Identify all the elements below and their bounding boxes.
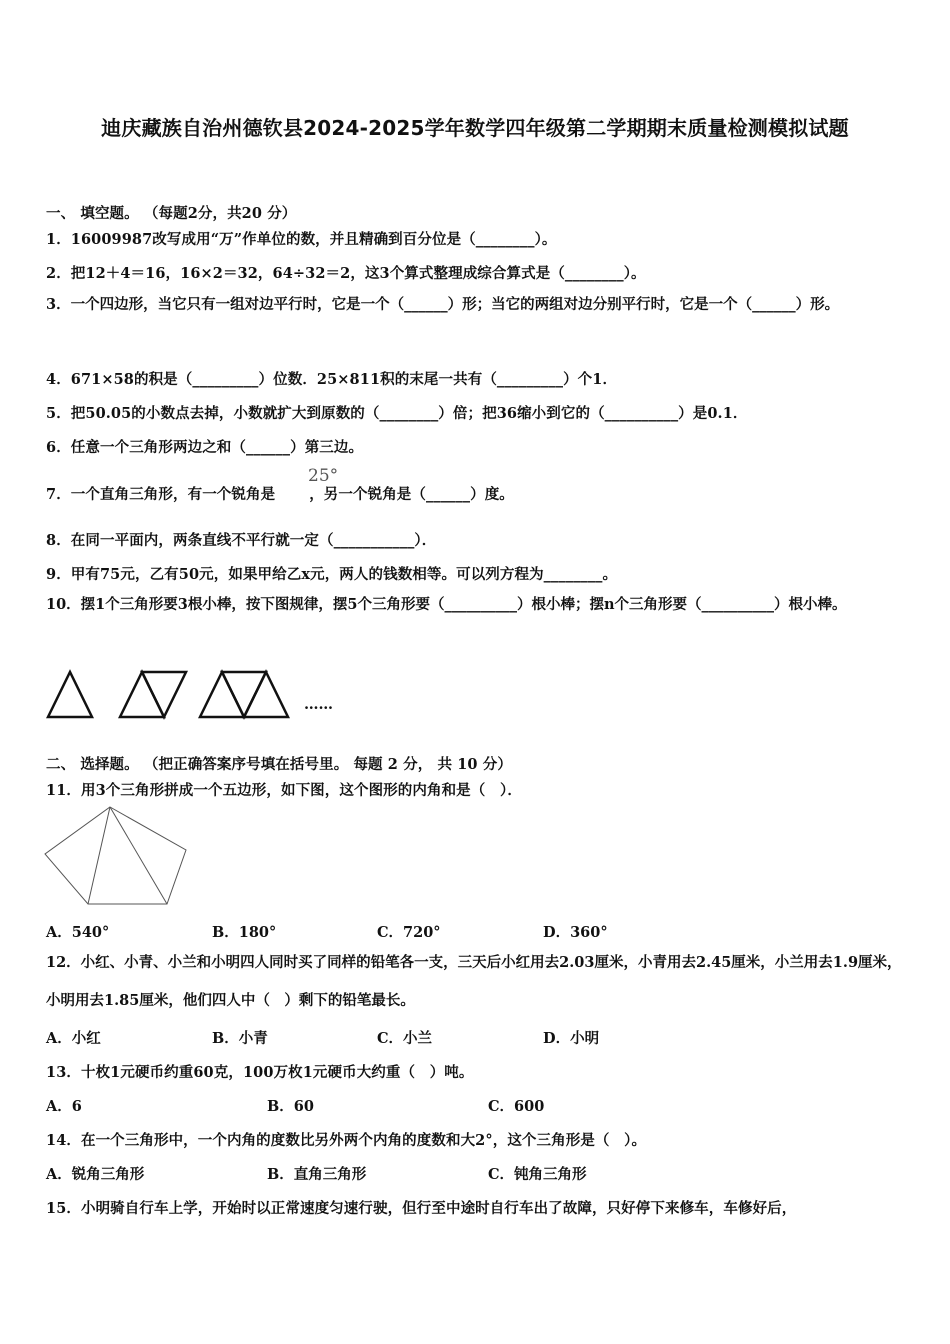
page-title: 迪庆藏族自治州德钦县2024-2025学年数学四年级第二学期期末质量检测模拟试题 — [101, 116, 849, 140]
question-2: 2．把12＋4＝16，16×2＝32，64÷32＝2，这3个算式整理成综合算式是（________）。 — [46, 265, 646, 282]
question-3: 3．一个四边形，当它只有一组对边平行时，它是一个（______）形；当它的两组对边分别平行时，它是一个（______）形。 — [46, 296, 840, 313]
triangle-pattern-figure — [40, 664, 310, 724]
pattern-ellipsis: …… — [304, 696, 333, 713]
q11-option-d[interactable]: D．360° — [543, 924, 608, 941]
q13-option-a[interactable]: A．6 — [46, 1098, 82, 1115]
pentagon-diagonal-2 — [110, 807, 167, 904]
q11-option-a[interactable]: A．540° — [46, 924, 110, 941]
triangle-2a — [120, 672, 164, 717]
angle-25-label: 25° — [308, 466, 339, 486]
question-5: 5．把50.05的小数点去掉，小数就扩大到原数的（________）倍；把36缩小到它的（__________）是0.1． — [46, 405, 748, 422]
question-7-text-before: 7．一个直角三角形，有一个锐角是 — [46, 486, 276, 503]
triangle-2b — [142, 672, 186, 717]
question-14: 14．在一个三角形中，一个内角的度数比另外两个内角的度数和大2°，这个三角形是（ ）。 — [46, 1132, 647, 1149]
triangle-3c — [244, 672, 288, 717]
pentagon-outline — [45, 807, 186, 904]
question-1: 1．16009987改写成用“万”作单位的数，并且精确到百分位是（________）。 — [46, 231, 557, 248]
q13-option-c[interactable]: C．600 — [488, 1098, 545, 1115]
q13-option-b[interactable]: B．60 — [267, 1098, 314, 1115]
question-11: 11．用3个三角形拼成一个五边形，如下图，这个图形的内角和是（ ）． — [46, 782, 522, 799]
q12-option-a[interactable]: A．小红 — [46, 1030, 101, 1047]
question-8: 8．在同一平面内，两条直线不平行就一定（___________）． — [46, 532, 437, 549]
question-15: 15．小明骑自行车上学，开始时以正常速度匀速行驶，但行至中途时自行车出了故障，只好停下来修车，车修好后， — [46, 1200, 797, 1217]
q11-option-b[interactable]: B．180° — [212, 924, 277, 941]
question-4: 4．671×58的积是（_________）位数．25×811积的末尾一共有（_________）个1． — [46, 371, 618, 388]
q12-option-b[interactable]: B．小青 — [212, 1030, 268, 1047]
pentagon-diagonal-1 — [88, 807, 110, 904]
question-7-text-after: ，另一个锐角是（______）度。 — [309, 486, 514, 503]
q12-option-d[interactable]: D．小明 — [543, 1030, 600, 1047]
q14-option-b[interactable]: B．直角三角形 — [267, 1166, 367, 1183]
q12-option-c[interactable]: C．小兰 — [377, 1030, 433, 1047]
question-7 — [46, 483, 514, 504]
question-12: 12．小红、小青、小兰和小明四人同时买了同样的铅笔各一支，三天后小红用去2.03厘米，小青用去2.45厘米，小兰用去1.9厘米，小明用去1.85厘米，他们四人中（ ）剩下的铅笔最长。 — [46, 954, 902, 1009]
question-9: 9．甲有75元，乙有50元，如果甲给乙x元，两人的钱数相等。可以列方程为________。 — [46, 566, 618, 583]
q14-option-c[interactable]: C．钝角三角形 — [488, 1166, 587, 1183]
pentagon-figure — [42, 804, 192, 908]
section-1-header: 一、 填空题。 （每题2分，共20 分） — [46, 205, 297, 222]
question-10: 10．摆1个三角形要3根小棒，按下图规律，摆5个三角形要（__________）根小棒；摆n个三角形要（__________）根小棒。 — [46, 596, 847, 613]
q11-option-c[interactable]: C．720° — [377, 924, 441, 941]
triangle-1 — [48, 672, 92, 717]
question-13: 13．十枚1元硬币约重60克，100万枚1元硬币大约重（ ）吨。 — [46, 1064, 474, 1081]
section-2-header: 二、 选择题。 （把正确答案序号填在括号里。 每题 2 分， 共 10 分） — [46, 756, 512, 773]
triangle-3b — [222, 672, 266, 717]
q14-option-a[interactable]: A．锐角三角形 — [46, 1166, 145, 1183]
question-6: 6．任意一个三角形两边之和（______）第三边。 — [46, 439, 364, 456]
triangle-3a — [200, 672, 244, 717]
